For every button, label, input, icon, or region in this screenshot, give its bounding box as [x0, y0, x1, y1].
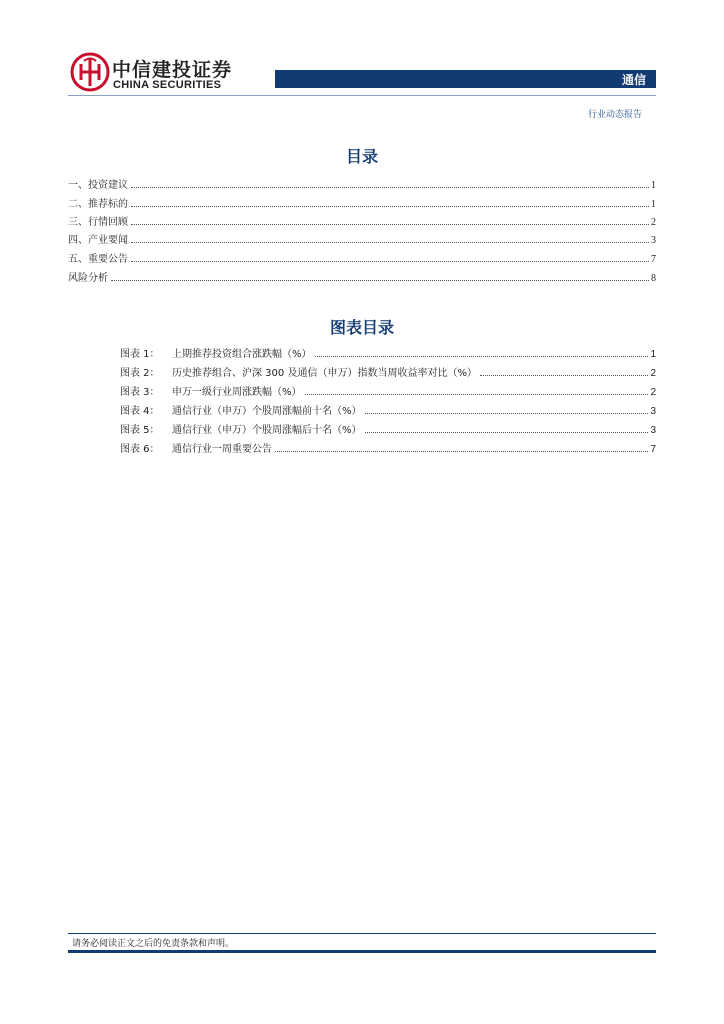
toc-item[interactable]: [68, 250, 656, 264]
logo-chinese-name: 中信建投证券: [112, 59, 233, 81]
figure-list-item[interactable]: [120, 383, 656, 397]
dot-leader: [315, 355, 649, 357]
toc-item[interactable]: [68, 269, 656, 283]
figure-number: 图表 3：: [120, 387, 160, 398]
figure-label: 通信行业一周重要公告: [172, 444, 272, 455]
figure-list-item[interactable]: [120, 345, 656, 359]
figure-number: 图表 5：: [120, 425, 160, 436]
figure-label: 历史推荐组合、沪深 300 及通信（申万）指数当周收益率对比（%）: [172, 368, 477, 379]
figures-title: 图表目录: [329, 318, 394, 337]
header-divider: [68, 95, 656, 96]
figure-list-item[interactable]: [120, 402, 656, 416]
toc-item-label: 二、推荐标的: [68, 199, 128, 210]
toc-item-label: 五、重要公告: [68, 254, 128, 265]
dot-leader: [131, 186, 649, 188]
toc-item-page: 1: [651, 199, 656, 210]
footer-thick-divider: [68, 950, 656, 953]
dot-leader: [365, 412, 649, 414]
toc-item-page: 3: [651, 235, 656, 246]
figure-label: 通信行业（申万）个股周涨幅后十名（%）: [172, 425, 362, 436]
sector-label: 通信: [621, 73, 646, 87]
figure-page: 7: [650, 444, 656, 455]
figure-page: 1: [650, 349, 656, 360]
toc-item-label: 一、投资建议: [68, 180, 128, 191]
figure-page: 3: [650, 406, 656, 417]
toc-title: 目录: [345, 147, 378, 166]
dot-leader: [275, 450, 648, 452]
figure-label: 上期推荐投资组合涨跌幅（%）: [172, 349, 312, 360]
figure-page: 2: [650, 387, 656, 398]
figure-list-item[interactable]: [120, 421, 656, 435]
logo-english-name: CHINA SECURITIES: [113, 79, 222, 91]
dot-leader: [305, 393, 649, 395]
dot-leader: [131, 205, 649, 207]
figure-list-item[interactable]: [120, 440, 656, 454]
figure-number: 图表 1：: [120, 349, 160, 360]
dot-leader: [480, 374, 648, 376]
header-sector-bar: [275, 70, 656, 88]
company-logo: [70, 52, 233, 94]
figure-number: 图表 2：: [120, 368, 160, 379]
figure-page: 3: [650, 425, 656, 436]
figure-page: 2: [650, 368, 656, 379]
figure-label: 通信行业（申万）个股周涨幅前十名（%）: [172, 406, 362, 417]
footer-disclaimer: 请务必阅读正文之后的免责条款和声明。: [72, 939, 235, 949]
toc-item-page: 7: [651, 254, 656, 265]
dot-leader: [131, 260, 649, 262]
toc-item-label: 风险分析: [68, 273, 108, 284]
toc-item-page: 8: [651, 273, 656, 284]
toc-item-label: 三、行情回顾: [68, 217, 128, 228]
dot-leader: [131, 241, 649, 243]
toc-item-page: 2: [651, 217, 656, 228]
dot-leader: [365, 431, 649, 433]
figure-number: 图表 4：: [120, 406, 160, 417]
figure-list-item[interactable]: [120, 364, 656, 378]
toc-item-label: 四、产业要闻: [68, 235, 128, 246]
toc-item[interactable]: [68, 213, 656, 227]
dot-leader: [131, 223, 649, 225]
toc-item[interactable]: [68, 231, 656, 245]
toc-item-page: 1: [651, 180, 656, 191]
document-type: 行业动态报告: [587, 110, 642, 120]
figure-label: 申万一级行业周涨跌幅（%）: [172, 387, 302, 398]
footer-divider: [68, 933, 656, 934]
toc-item[interactable]: [68, 176, 656, 190]
toc-item[interactable]: [68, 195, 656, 209]
dot-leader: [111, 279, 649, 281]
figure-number: 图表 6：: [120, 444, 160, 455]
china-securities-logo-icon: [70, 52, 110, 92]
